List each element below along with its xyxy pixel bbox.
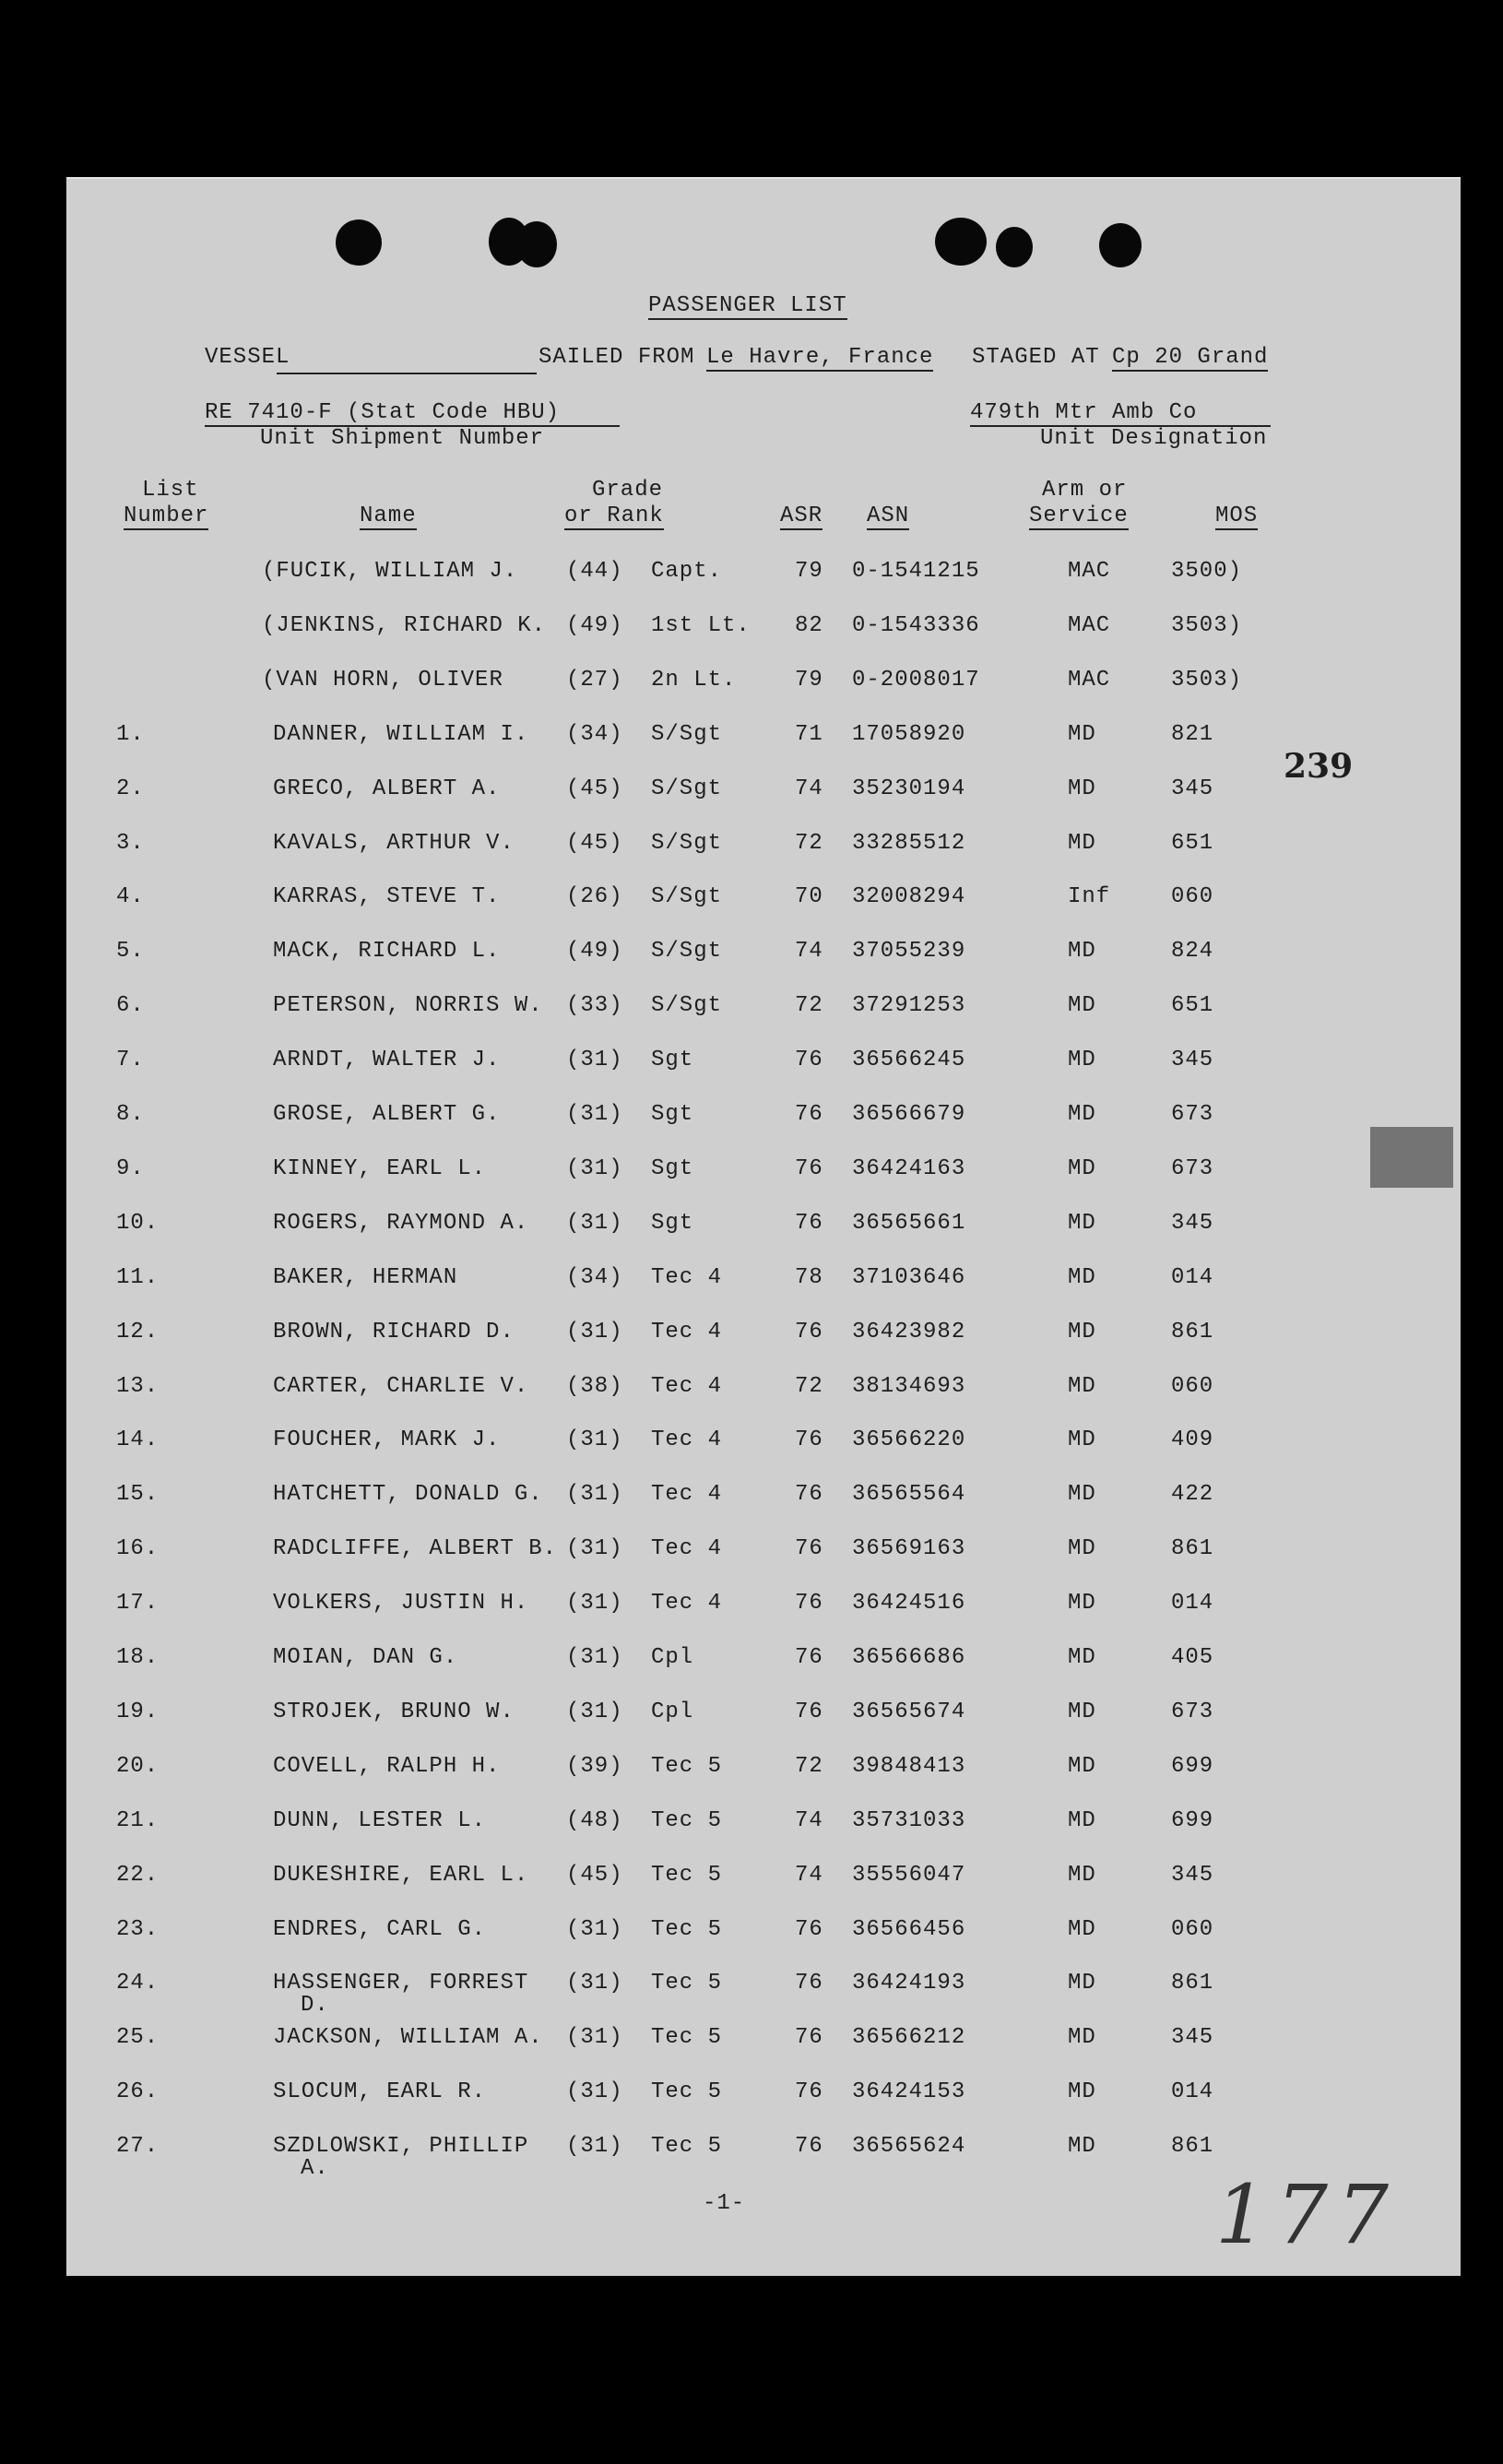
grade: Tec 5 [651,1754,723,1779]
list-number: 19. [116,1700,160,1724]
arm-service: MAC [1068,668,1111,693]
asr: 76 [795,2025,823,2050]
arm-service: MD [1068,1917,1096,1942]
list-number: 1. [116,722,145,747]
asn: 36565624 [852,2134,966,2159]
vessel-blank [277,373,537,374]
col-rank-header: or Rank [564,503,664,528]
grade: Tec 4 [651,1320,723,1345]
unit-label: Unit Designation [1040,426,1268,451]
passenger-name: STROJEK, BRUNO W. [273,1700,515,1724]
punch-hole [1099,223,1142,267]
mos: 699 [1171,1808,1214,1833]
mos: 060 [1171,1374,1214,1399]
staged-value: Cp 20 Grand [1112,345,1269,370]
list-number: 5. [116,939,145,964]
asn: 35556047 [852,1863,966,1888]
mos: 409 [1171,1427,1214,1452]
grade: Cpl [651,1645,694,1670]
punch-hole [336,219,382,266]
passenger-name: MOIAN, DAN G. [273,1645,458,1670]
arm-service: MD [1068,2079,1096,2104]
list-number: 12. [116,1320,160,1345]
asn: 36566679 [852,1102,966,1127]
list-number: 20. [116,1754,160,1779]
asn: 36565564 [852,1482,966,1507]
passenger-name: JACKSON, WILLIAM A. [273,2025,543,2050]
arm-service: MD [1068,1102,1096,1127]
asn: 36566245 [852,1048,966,1072]
mos: 3500) [1171,559,1243,584]
asr: 74 [795,1863,823,1888]
asr: 76 [795,1048,823,1072]
asr: 79 [795,668,823,693]
asr: 74 [795,776,823,801]
arm-service: MD [1068,2134,1096,2159]
mos: 060 [1171,1917,1214,1942]
asn: 0-2008017 [852,668,980,693]
passenger-name: BAKER, HERMAN [273,1265,458,1290]
asn: 37055239 [852,939,966,964]
asn: 36566220 [852,1427,966,1452]
mos: 060 [1171,884,1214,909]
age: (31) [566,1700,623,1724]
mos: 422 [1171,1482,1214,1507]
sailed-value: Le Havre, France [706,345,934,370]
asr: 72 [795,1374,823,1399]
grade: Tec 5 [651,1917,723,1942]
age: (31) [566,1482,623,1507]
grade: S/Sgt [651,939,723,964]
asr: 76 [795,1917,823,1942]
asr: 76 [795,1536,823,1561]
grade: Sgt [651,1048,694,1072]
age: (34) [566,722,623,747]
asr: 78 [795,1265,823,1290]
list-number: 11. [116,1265,160,1290]
passenger-name: MACK, RICHARD L. [273,939,501,964]
arm-service: MD [1068,1645,1096,1670]
passenger-name: FOUCHER, MARK J. [273,1427,501,1452]
asn: 33285512 [852,831,966,856]
asn: 35731033 [852,1808,966,1833]
grade: Tec 4 [651,1374,723,1399]
grade: Tec 5 [651,2025,723,2050]
vessel-label: VESSEL [205,345,290,370]
passenger-name: HASSENGER, FORREST [273,1971,529,1996]
grade: 1st Lt. [651,613,751,638]
shipment-number: RE 7410-F (Stat Code HBU) [205,400,620,427]
asr: 70 [795,884,823,909]
list-number: 27. [116,2134,160,2159]
passenger-name: COVELL, RALPH H. [273,1754,501,1779]
arm-service: MAC [1068,613,1111,638]
arm-service: MD [1068,722,1096,747]
age: (31) [566,1645,623,1670]
mos: 405 [1171,1645,1214,1670]
mos: 345 [1171,776,1214,801]
grade: Tec 4 [651,1265,723,1290]
grade: Tec 5 [651,2079,723,2104]
asn: 35230194 [852,776,966,801]
arm-service: MD [1068,1536,1096,1561]
mos: 651 [1171,831,1214,856]
asn: 36424163 [852,1156,966,1181]
grade: S/Sgt [651,993,723,1018]
arm-service: MD [1068,1754,1096,1779]
handwritten-number: 177 [1215,2167,1398,2262]
list-number: 22. [116,1863,160,1888]
age: (49) [566,939,623,964]
grade: Tec 5 [651,1863,723,1888]
asr: 74 [795,1808,823,1833]
passenger-name: GRECO, ALBERT A. [273,776,501,801]
grade: Tec 5 [651,1971,723,1996]
list-number: 15. [116,1482,160,1507]
list-number: 2. [116,776,145,801]
grade: Sgt [651,1211,694,1236]
asr: 72 [795,831,823,856]
passenger-name: SZDLOWSKI, PHILLIP [273,2134,529,2159]
grade: Tec 5 [651,2134,723,2159]
asn: 0-1541215 [852,559,980,584]
arm-service: MD [1068,1156,1096,1181]
grade: S/Sgt [651,884,723,909]
age: (31) [566,2079,623,2104]
mos: 345 [1171,1863,1214,1888]
asn: 0-1543336 [852,613,980,638]
age: (26) [566,884,623,909]
asr: 72 [795,993,823,1018]
punch-hole [935,218,987,266]
passenger-name: SLOCUM, EARL R. [273,2079,487,2104]
list-number: 24. [116,1971,160,1996]
page-title: PASSENGER LIST [648,293,847,318]
page-number: -1- [703,2191,746,2216]
passenger-name: DUNN, LESTER L. [273,1808,487,1833]
passenger-name: (JENKINS, RICHARD K. [262,613,547,638]
list-number: 9. [116,1156,145,1181]
arm-service: MD [1068,1048,1096,1072]
list-number: 8. [116,1102,145,1127]
age: (31) [566,2025,623,2050]
passenger-name: ENDRES, CARL G. [273,1917,487,1942]
list-number: 25. [116,2025,160,2050]
mos: 014 [1171,1591,1214,1616]
asr: 76 [795,1211,823,1236]
arm-service: MD [1068,1374,1096,1399]
mos: 699 [1171,1754,1214,1779]
asn: 36565661 [852,1211,966,1236]
age: (38) [566,1374,623,1399]
age: (31) [566,1156,623,1181]
asn: 37103646 [852,1265,966,1290]
asr: 72 [795,1754,823,1779]
grade: S/Sgt [651,776,723,801]
age: (31) [566,1427,623,1452]
passenger-name: CARTER, CHARLIE V. [273,1374,529,1399]
age: (33) [566,993,623,1018]
asr: 76 [795,1156,823,1181]
grade: Tec 4 [651,1482,723,1507]
col-number-header: Number [124,503,209,528]
arm-service: Inf [1068,884,1111,909]
age: (31) [566,1971,623,1996]
asr: 76 [795,1482,823,1507]
passenger-name: BROWN, RICHARD D. [273,1320,515,1345]
grade: Cpl [651,1700,694,1724]
age: (45) [566,1863,623,1888]
grade: 2n Lt. [651,668,737,693]
col-asr-header: ASR [780,503,823,528]
asr: 76 [795,2079,823,2104]
arm-service: MD [1068,1971,1096,1996]
mos: 861 [1171,2134,1214,2159]
grade: Tec 4 [651,1536,723,1561]
punch-hole [996,227,1033,267]
stamp-number: 239 [1284,747,1354,786]
passenger-name: GROSE, ALBERT G. [273,1102,501,1127]
asr: 76 [795,1320,823,1345]
asn: 36423982 [852,1320,966,1345]
passenger-name: DUKESHIRE, EARL L. [273,1863,529,1888]
asr: 76 [795,1427,823,1452]
list-number: 4. [116,884,145,909]
mos: 3503) [1171,613,1243,638]
asn: 17058920 [852,722,966,747]
shipment-label: Unit Shipment Number [260,426,545,451]
arm-service: MD [1068,1591,1096,1616]
mos: 345 [1171,2025,1214,2050]
mos: 651 [1171,993,1214,1018]
mos: 821 [1171,722,1214,747]
age: (31) [566,2134,623,2159]
unit-designation: 479th Mtr Amb Co [970,400,1271,427]
arm-service: MD [1068,939,1096,964]
asn: 32008294 [852,884,966,909]
arm-service: MD [1068,1265,1096,1290]
arm-service: MD [1068,1482,1096,1507]
asn: 39848413 [852,1754,966,1779]
asn: 36569163 [852,1536,966,1561]
list-number: 14. [116,1427,160,1452]
mos: 824 [1171,939,1214,964]
col-grade-header: Grade [592,478,664,503]
age: (31) [566,1048,623,1072]
age: (45) [566,776,623,801]
arm-service: MD [1068,2025,1096,2050]
asn: 36566456 [852,1917,966,1942]
asn: 36424153 [852,2079,966,2104]
passenger-name: KARRAS, STEVE T. [273,884,501,909]
age: (31) [566,1917,623,1942]
arm-service: MD [1068,1863,1096,1888]
asn: 37291253 [852,993,966,1018]
asr: 74 [795,939,823,964]
arm-service: MD [1068,1211,1096,1236]
mos: 861 [1171,1536,1214,1561]
grade: S/Sgt [651,831,723,856]
arm-service: MD [1068,1427,1096,1452]
col-list-header: List [142,478,199,503]
mos: 3503) [1171,668,1243,693]
list-number: 23. [116,1917,160,1942]
col-name-header: Name [360,503,417,528]
mos: 345 [1171,1048,1214,1072]
col-asn-header: ASN [867,503,910,528]
asr: 71 [795,722,823,747]
arm-service: MD [1068,831,1096,856]
grade: Sgt [651,1102,694,1127]
grade: Capt. [651,559,723,584]
grade: Tec 4 [651,1427,723,1452]
arm-service: MD [1068,993,1096,1018]
asr: 76 [795,1971,823,1996]
passenger-name-continued: A. [301,2156,329,2181]
asn: 36566212 [852,2025,966,2050]
list-number: 26. [116,2079,160,2104]
mos: 014 [1171,1265,1214,1290]
arm-service: MD [1068,1808,1096,1833]
list-number: 13. [116,1374,160,1399]
asr: 82 [795,613,823,638]
list-number: 16. [116,1536,160,1561]
asn: 36424193 [852,1971,966,1996]
passenger-name: KAVALS, ARTHUR V. [273,831,515,856]
age: (31) [566,1211,623,1236]
grade: Tec 5 [651,1808,723,1833]
age: (49) [566,613,623,638]
mos: 014 [1171,2079,1214,2104]
mos: 861 [1171,1320,1214,1345]
passenger-name-continued: D. [301,1993,329,2018]
arm-service: MD [1068,1320,1096,1345]
arm-service: MAC [1068,559,1111,584]
age: (31) [566,1536,623,1561]
col-service-header: Service [1029,503,1129,528]
asn: 36424516 [852,1591,966,1616]
list-number: 17. [116,1591,160,1616]
passenger-name: VOLKERS, JUSTIN H. [273,1591,529,1616]
age: (34) [566,1265,623,1290]
age: (48) [566,1808,623,1833]
asn: 38134693 [852,1374,966,1399]
passenger-name: RADCLIFFE, ALBERT B. [273,1536,558,1561]
passenger-name: ARNDT, WALTER J. [273,1048,501,1072]
mos: 673 [1171,1102,1214,1127]
asr: 76 [795,1645,823,1670]
age: (39) [566,1754,623,1779]
asn: 36565674 [852,1700,966,1724]
age: (45) [566,831,623,856]
staged-label: STAGED AT [972,345,1100,370]
passenger-name: (VAN HORN, OLIVER [262,668,503,693]
col-mos-header: MOS [1215,503,1259,528]
punch-hole [516,221,557,267]
mos: 673 [1171,1156,1214,1181]
asn: 36566686 [852,1645,966,1670]
col-arm-header: Arm or [1042,478,1128,503]
list-number: 18. [116,1645,160,1670]
age: (44) [566,559,623,584]
list-number: 6. [116,993,145,1018]
passenger-name: KINNEY, EARL L. [273,1156,487,1181]
age: (27) [566,668,623,693]
list-number: 7. [116,1048,145,1072]
asr: 76 [795,1700,823,1724]
list-number: 10. [116,1211,160,1236]
passenger-name: ROGERS, RAYMOND A. [273,1211,529,1236]
grade: Sgt [651,1156,694,1181]
asr: 76 [795,1591,823,1616]
mos: 673 [1171,1700,1214,1724]
index-tab [1370,1127,1453,1188]
arm-service: MD [1068,1700,1096,1724]
list-number: 3. [116,831,145,856]
passenger-name: PETERSON, NORRIS W. [273,993,543,1018]
asr: 76 [795,1102,823,1127]
asr: 76 [795,2134,823,2159]
age: (31) [566,1102,623,1127]
passenger-name: HATCHETT, DONALD G. [273,1482,543,1507]
age: (31) [566,1591,623,1616]
passenger-name: (FUCIK, WILLIAM J. [262,559,518,584]
mos: 861 [1171,1971,1214,1996]
asr: 79 [795,559,823,584]
passenger-name: DANNER, WILLIAM I. [273,722,529,747]
age: (31) [566,1320,623,1345]
arm-service: MD [1068,776,1096,801]
mos: 345 [1171,1211,1214,1236]
grade: S/Sgt [651,722,723,747]
list-number: 21. [116,1808,160,1833]
sailed-label: SAILED FROM [538,345,695,370]
grade: Tec 4 [651,1591,723,1616]
